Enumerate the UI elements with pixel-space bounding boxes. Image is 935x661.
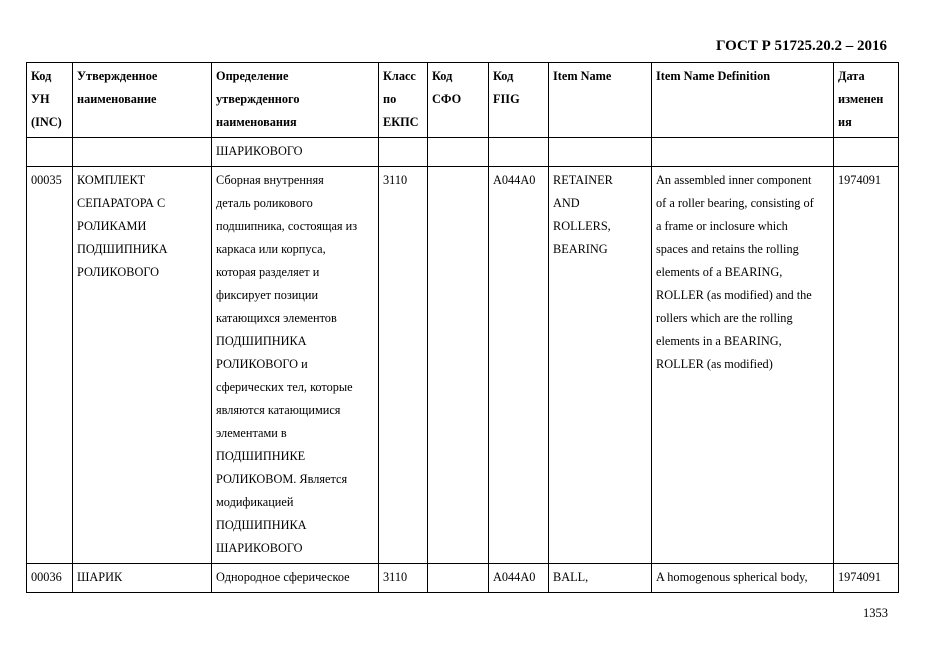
cell-item-name — [549, 167, 652, 564]
cell-line: An assembled inner component — [656, 173, 812, 187]
cell-line: утвержденного — [216, 92, 300, 106]
cell-line: spaces and retains the rolling — [656, 242, 799, 256]
cell-line: Однородное сферическое — [216, 570, 350, 584]
cell-line: ШАРИКОВОГО — [216, 541, 303, 555]
cell-line: ROLLER (as modified) — [656, 357, 773, 371]
cell-item-name-definition — [652, 167, 834, 564]
cell-line: наименования — [216, 115, 297, 129]
cell-item-name — [549, 138, 652, 167]
cell-line: РОЛИКОВОГО и — [216, 357, 308, 371]
cell-line: rollers which are the rolling — [656, 311, 793, 325]
cell-line: 3110 — [383, 173, 408, 187]
cell-line: 1974091 — [838, 570, 882, 584]
cell-line: ШАРИК — [77, 570, 123, 584]
cell-line: elements in a BEARING, — [656, 334, 782, 348]
cell-line: ия — [838, 115, 852, 129]
cell-line: AND — [553, 196, 580, 210]
cell-fiig-code — [489, 564, 549, 593]
cell-line: A homogenous spherical body, — [656, 570, 808, 584]
cell-line: ПОДШИПНИКА — [216, 334, 307, 348]
cell-line: катающихся элементов — [216, 311, 337, 325]
cell-line: УН — [31, 92, 50, 106]
cell-line: ШАРИКОВОГО — [216, 144, 303, 158]
cell-line: элементами в — [216, 426, 287, 440]
cell-line: СФО — [432, 92, 462, 106]
cell-line: 00036 — [31, 570, 62, 584]
cell-line: КОМПЛЕКТ — [77, 173, 146, 187]
cell-line: фиксирует позиции — [216, 288, 319, 302]
cell-line: BEARING — [553, 242, 608, 256]
cell-line: каркаса или корпуса, — [216, 242, 326, 256]
cell-line: СЕПАРАТОРА С — [77, 196, 166, 210]
header-row — [27, 63, 899, 138]
cell-line: of a roller bearing, consisting of — [656, 196, 814, 210]
header-ekps-class — [379, 63, 428, 138]
cell-line: elements of a BEARING, — [656, 265, 783, 279]
cell-line: ПОДШИПНИКЕ — [216, 449, 306, 463]
cell-inc-code — [27, 138, 73, 167]
cell-line: a frame or inclosure which — [656, 219, 788, 233]
header-item-name-definition — [652, 63, 834, 138]
cell-line: 3110 — [383, 570, 408, 584]
cell-name-definition — [212, 167, 379, 564]
cell-sfo-code — [428, 167, 489, 564]
cell-ekps-class — [379, 167, 428, 564]
cell-line: Определение — [216, 69, 289, 83]
cell-approved-name — [73, 167, 212, 564]
cell-approved-name — [73, 564, 212, 593]
cell-item-name-definition — [652, 138, 834, 167]
cell-line: A044A0 — [493, 173, 536, 187]
cell-line: модификацией — [216, 495, 294, 509]
cell-line: 00035 — [31, 173, 62, 187]
cell-item-name-definition — [652, 564, 834, 593]
cell-line: Item Name — [553, 69, 612, 83]
cell-line: Код — [432, 69, 453, 83]
cell-line: A044A0 — [493, 570, 536, 584]
cell-change-date — [834, 167, 899, 564]
cell-line: Код — [493, 69, 514, 83]
cell-name-definition — [212, 138, 379, 167]
cell-sfo-code — [428, 138, 489, 167]
cell-line: которая разделяет и — [216, 265, 320, 279]
header-item-name — [549, 63, 652, 138]
cell-change-date — [834, 564, 899, 593]
cell-line: являются катающимися — [216, 403, 341, 417]
table-row — [27, 167, 899, 564]
cell-sfo-code — [428, 564, 489, 593]
header-name-definition — [212, 63, 379, 138]
cell-name-definition — [212, 564, 379, 593]
cell-line: наименование — [77, 92, 157, 106]
table-row — [27, 138, 899, 167]
cell-line: Дата — [838, 69, 865, 83]
cell-fiig-code — [489, 138, 549, 167]
cell-line: сферических тел, которые — [216, 380, 353, 394]
cell-approved-name — [73, 138, 212, 167]
header-sfo-code — [428, 63, 489, 138]
cell-line: Код — [31, 69, 52, 83]
cell-line: ЕКПС — [383, 115, 419, 129]
cell-inc-code — [27, 564, 73, 593]
cell-line: ROLLER (as modified) and the — [656, 288, 812, 302]
cell-line: Утвержденное — [77, 69, 158, 83]
cell-item-name — [549, 564, 652, 593]
cell-line: Класс — [383, 69, 416, 83]
cell-line: ROLLERS, — [553, 219, 611, 233]
cell-line: деталь роликового — [216, 196, 313, 210]
cell-line: Item Name Definition — [656, 69, 771, 83]
cell-line: подшипника, состоящая из — [216, 219, 358, 233]
header-approved-name — [73, 63, 212, 138]
cell-line: (INC) — [31, 115, 62, 129]
cell-line: изменен — [838, 92, 884, 106]
table-row — [27, 564, 899, 593]
cell-line: RETAINER — [553, 173, 613, 187]
cell-line: ПОДШИПНИКА — [77, 242, 168, 256]
cell-ekps-class — [379, 138, 428, 167]
header-fiig-code — [489, 63, 549, 138]
cell-fiig-code — [489, 167, 549, 564]
cell-line: РОЛИКОВОГО — [77, 265, 160, 279]
cell-line: Сборная внутренняя — [216, 173, 324, 187]
cell-change-date — [834, 138, 899, 167]
header-inc-code — [27, 63, 73, 138]
page-number: 1353 — [863, 606, 888, 620]
cell-line: FIIG — [493, 92, 520, 106]
cell-line: РОЛИКОВОМ. Является — [216, 472, 348, 486]
cell-line: BALL, — [553, 570, 589, 584]
cell-line: 1974091 — [838, 173, 882, 187]
cell-line: ПОДШИПНИКА — [216, 518, 307, 532]
cell-inc-code — [27, 167, 73, 564]
document-code: ГОСТ Р 51725.20.2 – 2016 — [715, 38, 887, 54]
cell-line: по — [383, 92, 397, 106]
header-change-date — [834, 63, 899, 138]
cell-ekps-class — [379, 564, 428, 593]
item-name-table — [26, 62, 899, 593]
cell-line: РОЛИКАМИ — [77, 219, 147, 233]
